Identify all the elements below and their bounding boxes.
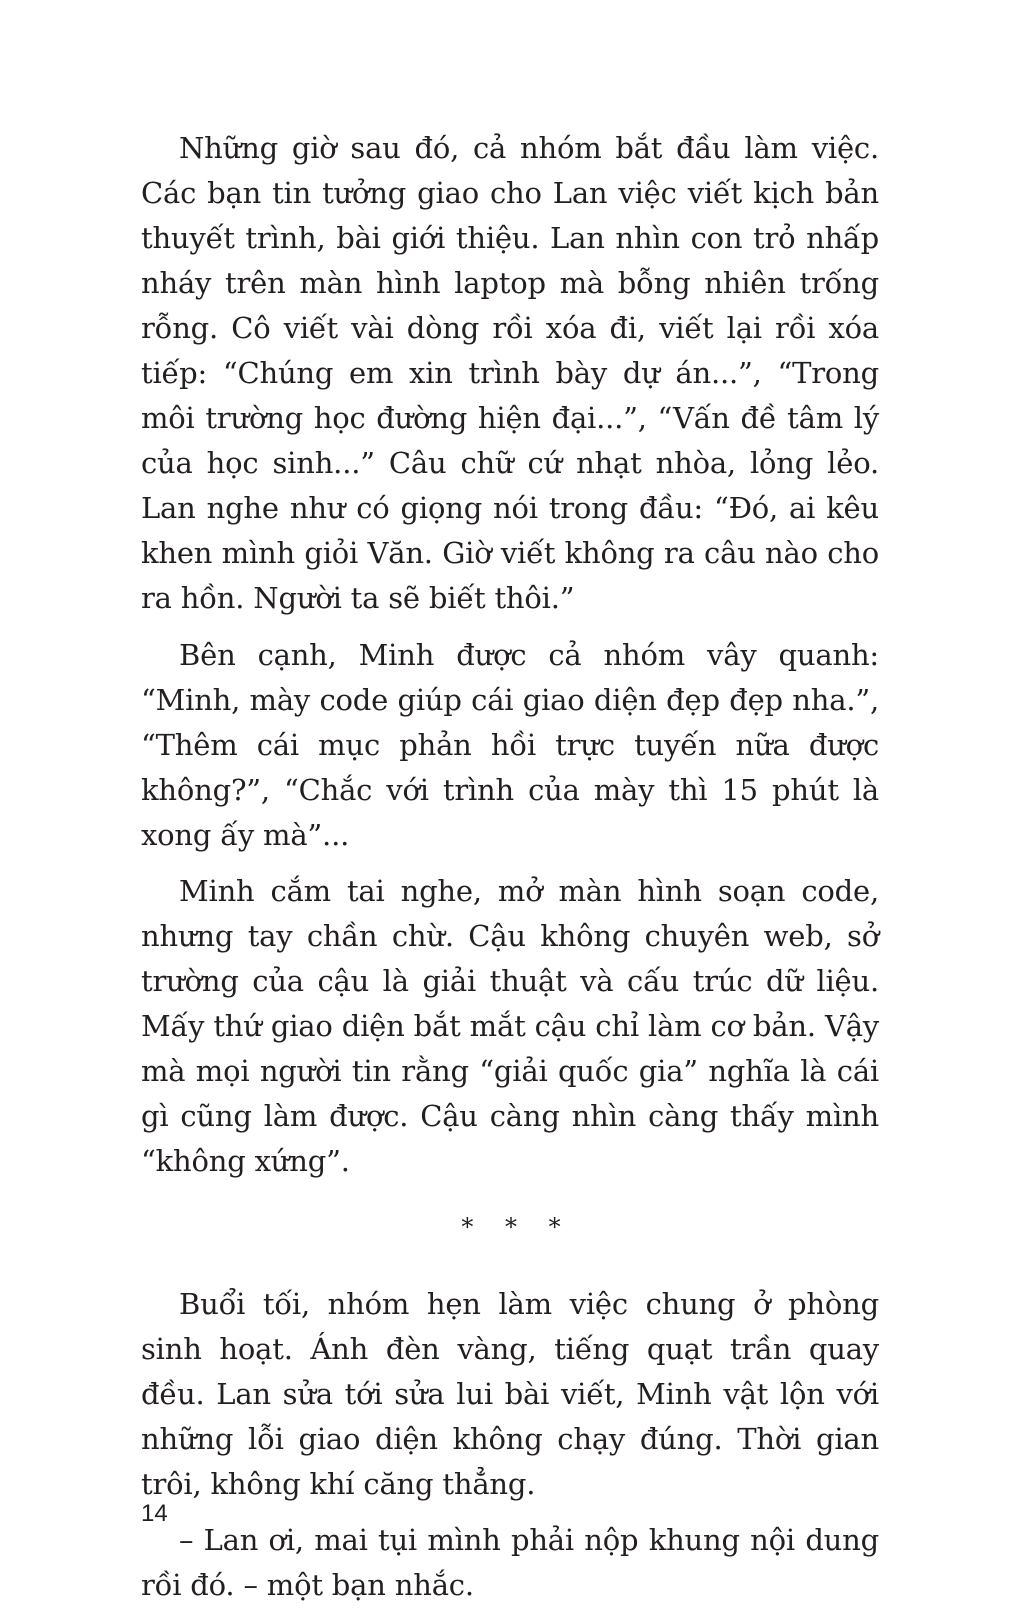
- paragraph-3: Minh cắm tai nghe, mở màn hình soạn code, nhưng tay chần chừ. Cậu không chuyên web, sở trường của cậu là giải thuật và cấu trúc dữ liệu. Mấy thứ giao diện bắt mắt cậu chỉ làm cơ bản. Vậy mà mọi người tin rằng “giải quốc gia” nghĩa là cái gì cũng làm được. Cậu càng nhìn càng thấy mình “không xứng”.: [141, 874, 879, 1178]
- page-body: [141, 126, 879, 1619]
- page-number: 14: [141, 1500, 168, 1527]
- paragraph-4: Buổi tối, nhóm hẹn làm việc chung ở phòng sinh hoạt. Ánh đèn vàng, tiếng quạt trần quay đều. Lan sửa tới sửa lui bài viết, Minh vật lộn với những lỗi giao diện không chạy đúng. Thời gian trôi, không khí căng thẳng.: [141, 1287, 879, 1501]
- paragraph-5: – Lan ơi, mai tụi mình phải nộp khung nội dung rồi đó. – một bạn nhắc.: [141, 1523, 879, 1602]
- paragraph-1: Những giờ sau đó, cả nhóm bắt đầu làm việc. Các bạn tin tưởng giao cho Lan việc viết kịch bản thuyết trình, bài giới thiệu. Lan nhìn con trỏ nhấp nháy trên màn hình laptop mà bỗng nhiên trống rỗng. Cô viết vài dòng rồi xóa đi, viết lại rồi xóa tiếp: “Chúng em xin trình bày dự án...”, “Trong môi trường học đường hiện đại...”, “Vấn đề tâm lý của học sinh...” Câu chữ cứ nhạt nhòa, lỏng lẻo. Lan nghe như có giọng nói trong đầu: “Đó, ai kêu khen mình giỏi Văn. Giờ viết không ra câu nào cho ra hồn. Người ta sẽ biết thôi.”: [141, 131, 879, 615]
- paragraph-2: Bên cạnh, Minh được cả nhóm vây quanh: “Minh, mày code giúp cái giao diện đẹp đẹp nha.”, “Thêm cái mục phản hồi trực tuyến nữa được không?”, “Chắc với trình của mày thì 15 phút là xong ấy mà”...: [141, 638, 879, 852]
- section-separator: * * *: [461, 1213, 573, 1241]
